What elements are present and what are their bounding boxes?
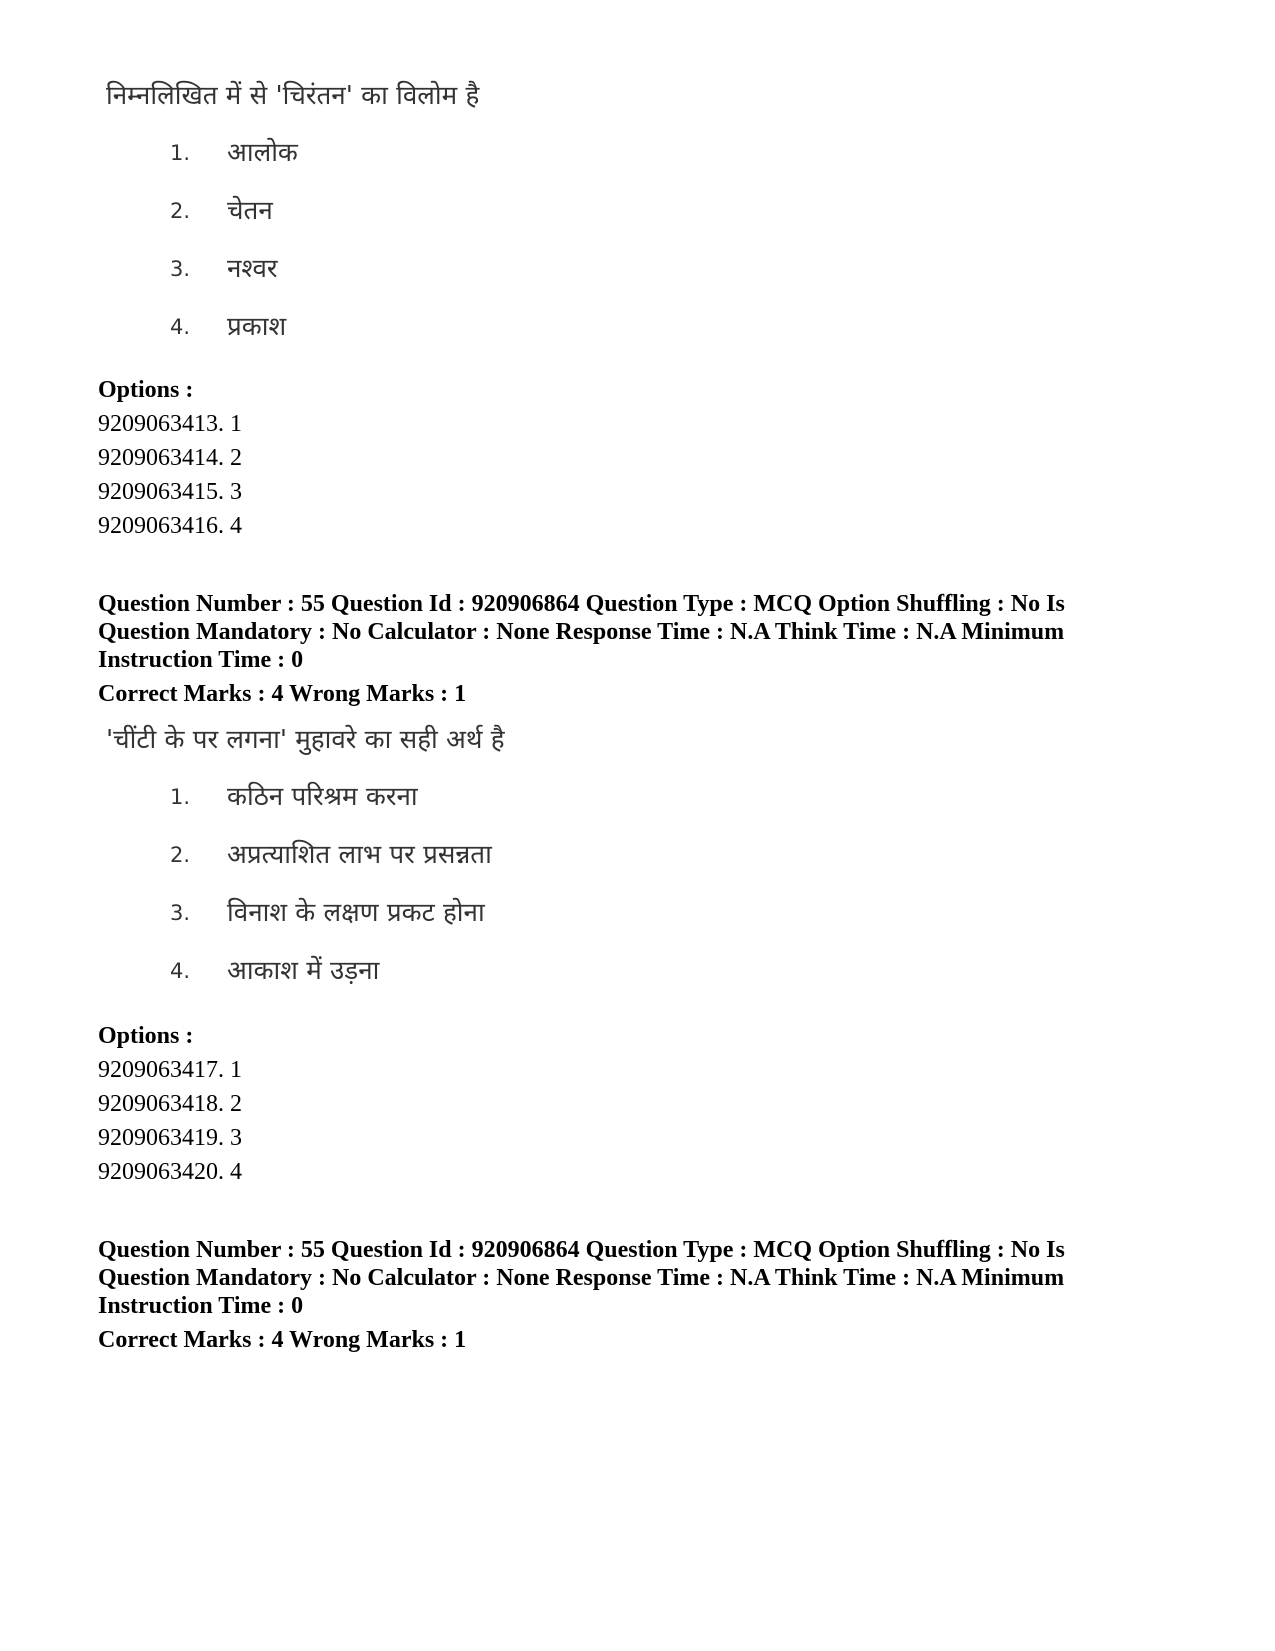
choice-number: 3. xyxy=(170,257,191,281)
choice-text: प्रकाश xyxy=(227,312,287,342)
question-a-choice xyxy=(100,240,479,298)
question-b-image xyxy=(100,720,505,1000)
question-a-choice xyxy=(100,182,479,240)
choice-text: अप्रत्याशित लाभ पर प्रसन्नता xyxy=(227,840,492,870)
question-b-choice xyxy=(100,826,505,884)
question-b-options xyxy=(98,1019,1118,1189)
question-a-options xyxy=(98,373,1118,543)
option-row: 9209063415. 3 xyxy=(98,479,242,505)
choice-text: नश्वर xyxy=(227,254,278,284)
choice-number: 4. xyxy=(170,959,191,983)
question-marks: Correct Marks : 4 Wrong Marks : 1 xyxy=(98,681,467,707)
option-row: 9209063413. 1 xyxy=(98,411,242,437)
choice-number: 3. xyxy=(170,901,191,925)
choice-number: 2. xyxy=(170,199,191,223)
question-a-choice xyxy=(100,124,479,182)
option-row: 9209063417. 1 xyxy=(98,1057,242,1083)
question-a-choice xyxy=(100,298,479,356)
option-row: 9209063418. 2 xyxy=(98,1091,242,1117)
question-b-stem: 'चींटी के पर लगना' मुहावरे का सही अर्थ है xyxy=(106,725,505,755)
question-meta: Question Number : 55 Question Id : 920906864 Question Type : MCQ Option Shuffling : No Is Question Mandatory : No Calculator : None Response Time : N.A Think Time : N.A Minimum Instruction Time : 0 xyxy=(98,1237,1065,1319)
question-b-choice xyxy=(100,884,505,942)
question-a-stem: निम्नलिखित में से 'चिरंतन' का विलोम है xyxy=(106,81,480,111)
option-row: 9209063420. 4 xyxy=(98,1159,242,1185)
choice-number: 2. xyxy=(170,843,191,867)
option-row: 9209063416. 4 xyxy=(98,513,242,539)
question-marks: Correct Marks : 4 Wrong Marks : 1 xyxy=(98,1327,467,1353)
option-row: 9209063419. 3 xyxy=(98,1125,242,1151)
question-b-choice xyxy=(100,942,505,1000)
options-label: Options : xyxy=(98,1023,194,1049)
choice-text: आलोक xyxy=(227,138,298,168)
choice-text: कठिन परिश्रम करना xyxy=(227,782,418,812)
question-c-header xyxy=(98,1236,1118,1354)
option-row: 9209063414. 2 xyxy=(98,445,242,471)
choice-text: विनाश के लक्षण प्रकट होना xyxy=(227,898,485,928)
question-b-header xyxy=(98,590,1118,708)
choice-text: चेतन xyxy=(227,196,273,226)
question-b-choice xyxy=(100,768,505,826)
choice-text: आकाश में उड़ना xyxy=(227,956,380,986)
choice-number: 4. xyxy=(170,315,191,339)
question-a-image xyxy=(100,76,479,356)
choice-number: 1. xyxy=(170,141,191,165)
options-label: Options : xyxy=(98,377,194,403)
question-meta: Question Number : 55 Question Id : 920906864 Question Type : MCQ Option Shuffling : No Is Question Mandatory : No Calculator : None Response Time : N.A Think Time : N.A Minimum Instruction Time : 0 xyxy=(98,591,1065,673)
choice-number: 1. xyxy=(170,785,191,809)
